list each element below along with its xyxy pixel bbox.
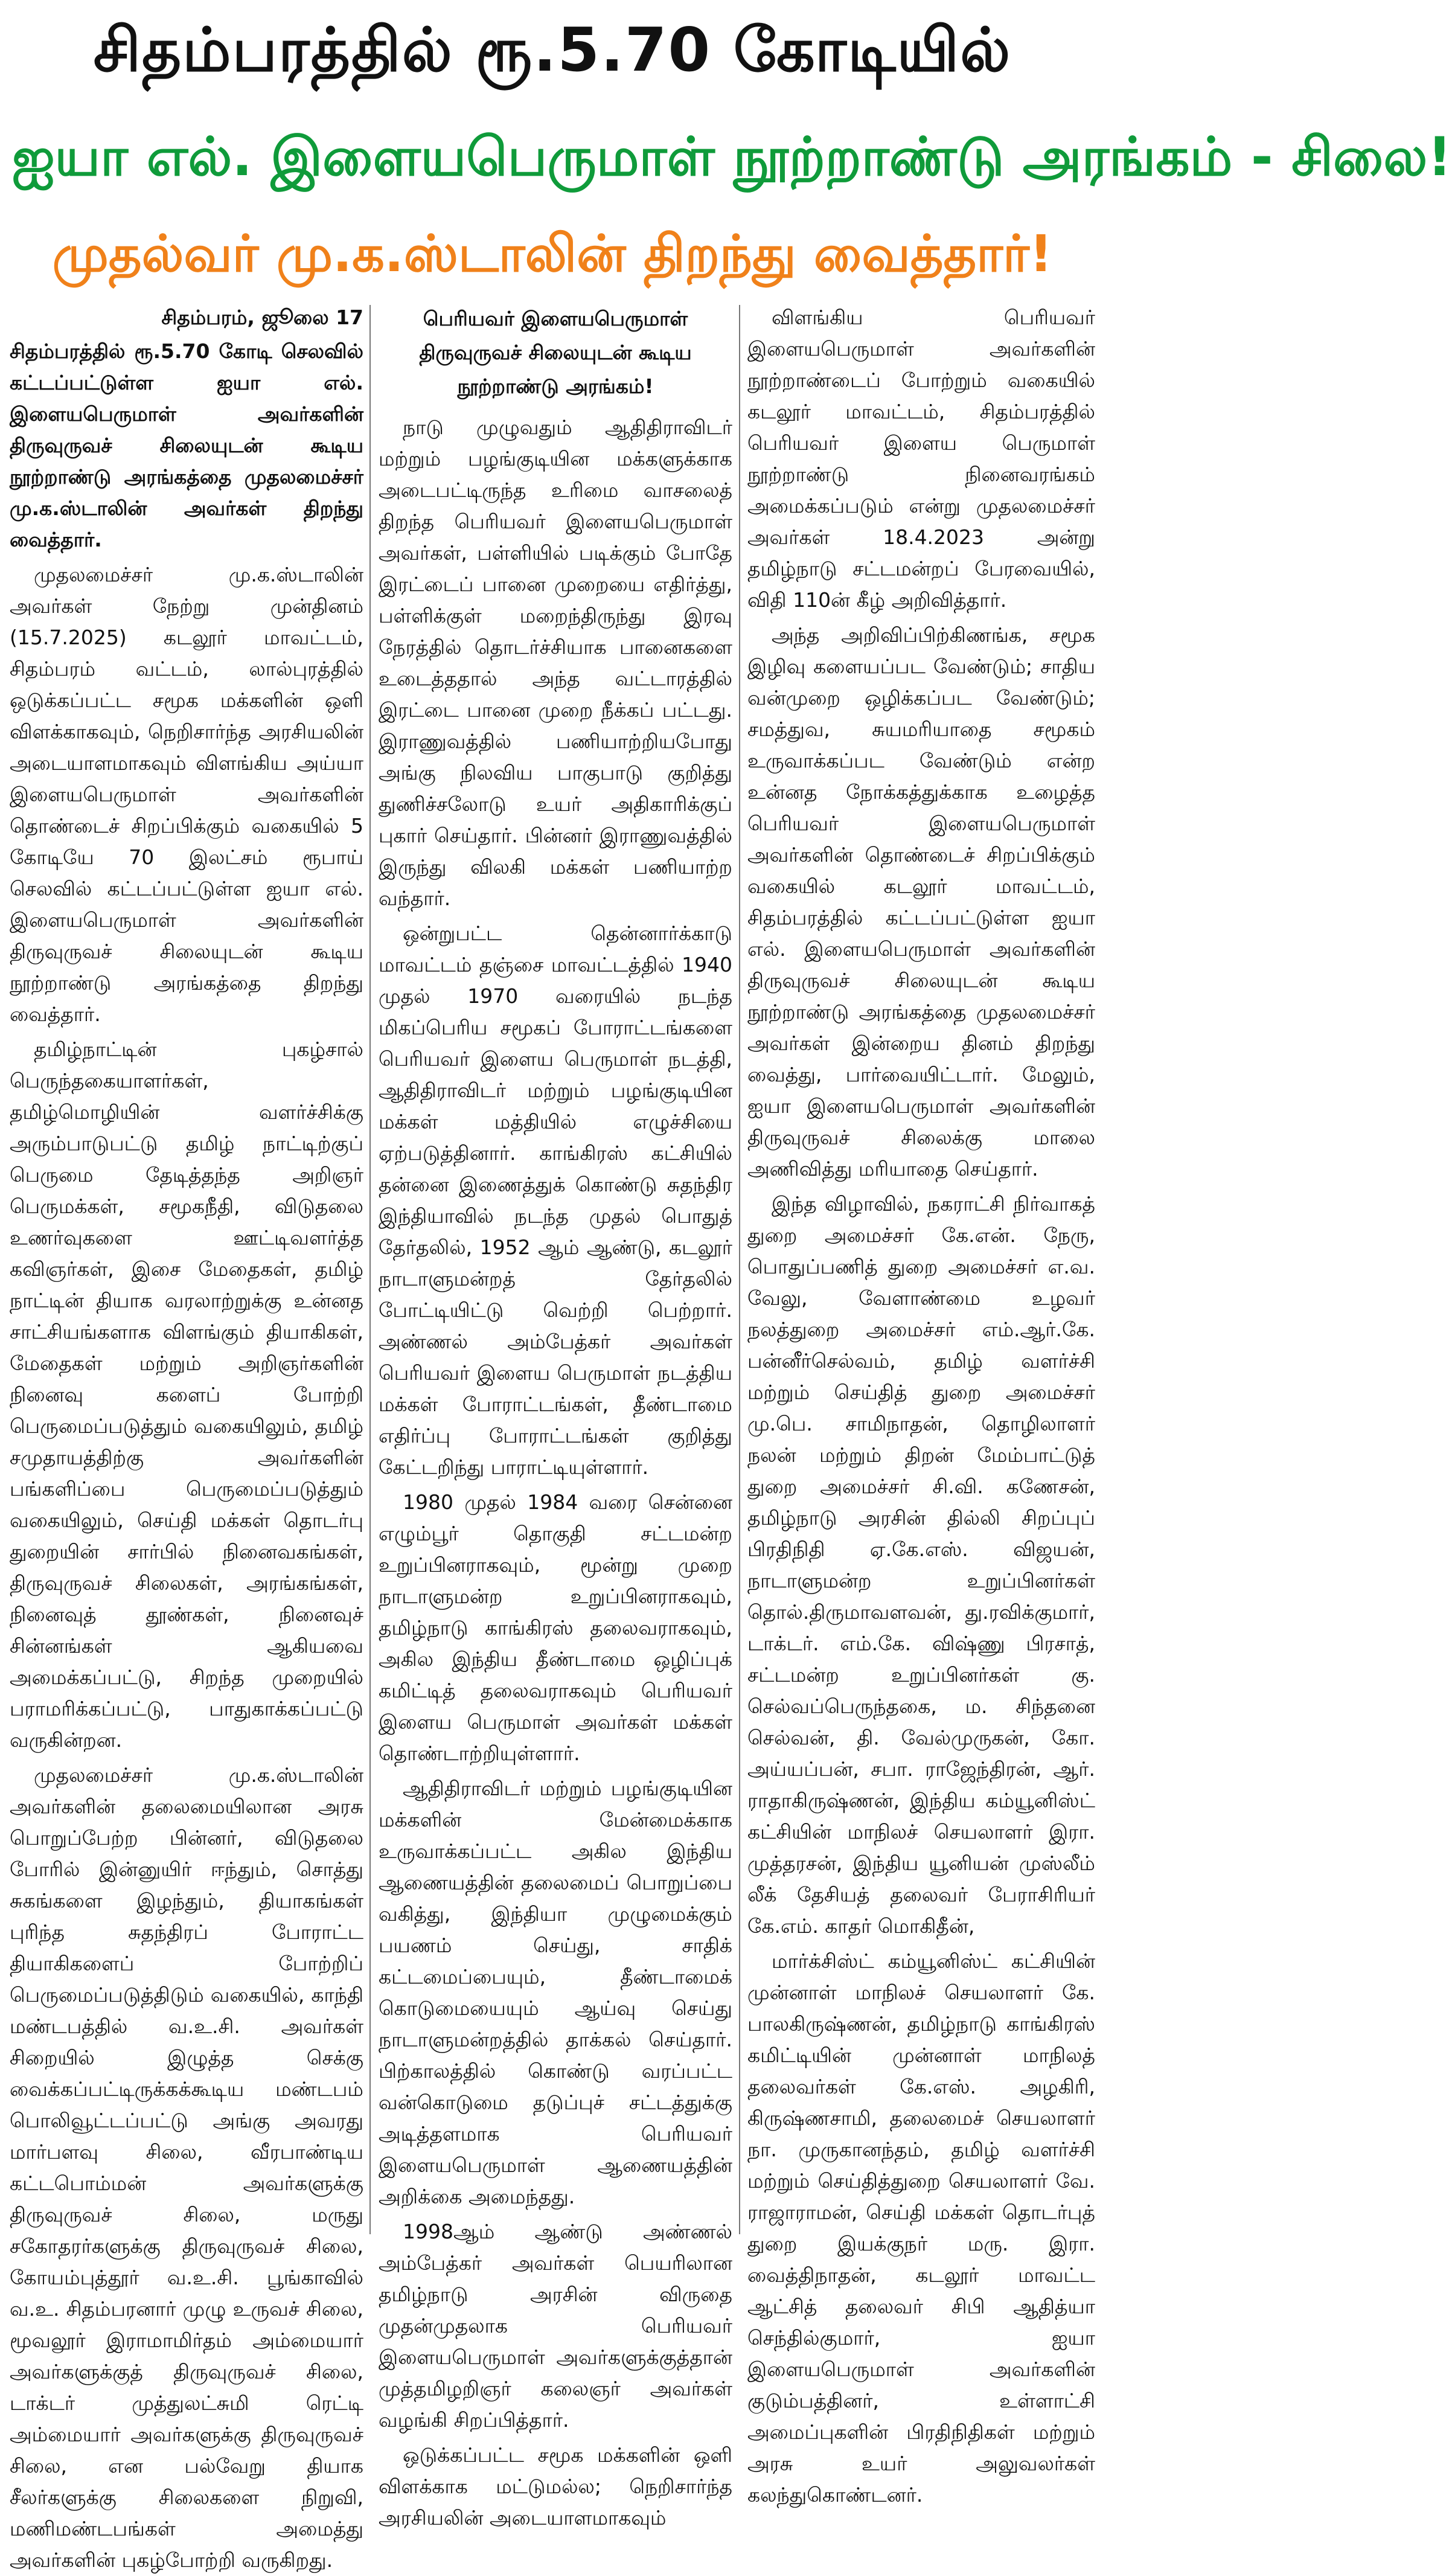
body-paragraph: விளங்கிய பெரியவர் இளையபெருமாள் அவர்களின் நூற்றாண்டைப் போற்றும் வகையில் கடலூர் மாவட்டம், சிதம்பரத்தில் பெரியவர் இளைய பெருமாள் நூற்றாண்டு நினைவரங்கம் அமைக்கப்படும் என்று முதலமைச்சர் அவர்கள் 18.4.2023 அன்று தமிழ்நாடு சட்டமன்றப் பேரவையில், விதி 110ன் கீழ் அறிவித்தார். — [747, 306, 1095, 612]
body-paragraph: தமிழ்நாட்டின் புகழ்சால் பெருந்தகையாளர்கள், தமிழ்மொழியின் வளர்ச்சிக்கு அரும்பாடுபட்டு தமிழ் நாட்டிற்குப் பெருமை தேடித்தந்த அறிஞர் பெருமக்கள், சமூகநீதி, விடுதலை உணர்வுகளை ஊட்டிவளர்த்த கவிஞர்கள், இசை மேதைகள், தமிழ் நாட்டின் தியாக வரலாற்றுக்கு உன்னத சாட்சியங்களாக விளங்கும் தியாகிகள், மேதைகள் மற்றும் அறிஞர்களின் நினைவு களைப் போற்றி பெருமைப்படுத்தும் வகையிலும், தமிழ் சமுதாயத்திற்கு அவர்களின் பங்களிப்பை பெருமைப்படுத்தும் வகையிலும், செய்தி மக்கள் தொடர்பு துறையின் சார்பில் நினைவகங்கள், திருவுருவச் சிலைகள், அரங்கங்கள், நினைவுத் தூண்கள், நினைவுச் சின்னங்கள் ஆகியவை அமைக்கப்பட்டு, சிறந்த முறையில் பராமரிக்கப்பட்டு, பாதுகாக்கப்பட்டு வருகின்றன. — [10, 1037, 363, 1752]
main-headline: ஐயா எல். இளையபெருமாள் நூற்றாண்டு அரங்கம் - சிலை! — [12, 126, 1452, 188]
column-divider — [369, 305, 371, 2234]
body-paragraph: இந்த விழாவில், நகராட்சி நிர்வாகத் துறை அமைச்சர் கே.என். நேரு, பொதுப்பணித் துறை அமைச்சர் எ.வ. வேலு, வேளாண்மை உழவர் நலத்துறை அமைச்சர் எம்.ஆர்.கே. பன்னீர்செல்வம், தமிழ் வளர்ச்சி மற்றும் செய்தித் துறை அமைச்சர் மு.பெ. சாமிநாதன், தொழிலாளர் நலன் மற்றும் திறன் மேம்பாட்டுத் துறை அமைச்சர் சி.வி. கணேசன், தமிழ்நாடு அரசின் தில்லி சிறப்புப் பிரதிநிதி ஏ.கே.எஸ். விஜயன், நாடாளுமன்ற உறுப்பினர்கள் தொல்.திருமாவளவன், து.ரவிக்குமார், டாக்டர். எம்.கே. விஷ்ணு பிரசாத், சட்டமன்ற உறுப்பினர்கள் கு. செல்வப்பெருந்தகை, ம. சிந்தனை செல்வன், தி. வேல்முருகன், கோ. அய்யப்பன், சபா. ராஜேந்திரன், ஆர். ராதாகிருஷ்ணன், இந்திய கம்யூனிஸ்ட் கட்சியின் மாநிலச் செயலாளர் இரா. முத்தரசன், இந்திய யூனியன் முஸ்லீம் லீக் தேசியத் தலைவர் பேராசிரியர் கே.எம். காதர் மொகிதீன், — [747, 1192, 1095, 1938]
body-paragraph: ஆதிதிராவிடர் மற்றும் பழங்குடியின மக்களின் மேன்மைக்காக உருவாக்கப்பட்ட அகில இந்திய ஆணையத்தின் தலைமைப் பொறுப்பை வகித்து, இந்தியா முழுமைக்கும் பயணம் செய்து, சாதிக் கட்டமைப்பையும், தீண்டாமைக் கொடுமையையும் ஆய்வு செய்து நாடாளுமன்றத்தில் தாக்கல் செய்தார். பிற்காலத்தில் கொண்டு வரப்பட்ட வன்கொடுமை தடுப்புச் சட்டத்துக்கு அடித்தளமாக பெரியவர் இளையபெருமாள் ஆணையத்தின் அறிக்கை அமைந்தது. — [379, 1777, 732, 2208]
sub-headline: முதல்வர் மு.க.ஸ்டாலின் திறந்து வைத்தார்! — [52, 224, 1053, 283]
dateline: சிதம்பரம், ஜூலை 17 — [161, 306, 363, 329]
body-paragraph: ஒன்றுபட்ட தென்னார்க்காடு மாவட்டம் தஞ்சை மாவட்டத்தில் 1940 முதல் 1970 வரையில் நடந்த மிகப்பெரிய சமூகப் போராட்டங்களை பெரியவர் இளைய பெருமாள் நடத்தி, ஆதிதிராவிடர் மற்றும் பழங்குடியின மக்கள் மத்தியில் எழுச்சியை ஏற்படுத்தினார். காங்கிரஸ் கட்சியில் தன்னை இணைத்துக் கொண்டு சுதந்திர இந்தியாவில் நடந்த முதல் பொதுத் தேர்தலில், 1952 ஆம் ஆண்டு, கடலூர் நாடாளுமன்றத் தேர்தலில் போட்டியிட்டு வெற்றி பெற்றார். அண்ணல் அம்பேத்கர் அவர்கள் பெரியவர் இளைய பெருமாள் நடத்திய மக்கள் போராட்டங்கள், தீண்டாமை எதிர்ப்பு போராட்டங்கள் குறித்து கேட்டறிந்து பாராட்டியுள்ளார். — [379, 921, 732, 1479]
body-paragraph: முதலமைச்சர் மு.க.ஸ்டாலின் அவர்கள் நேற்று முன்தினம் (15.7.2025) கடலூர் மாவட்டம், சிதம்பரம் வட்டம், லால்புரத்தில் ஒடுக்கப்பட்ட சமூக மக்களின் ஒளி விளக்காகவும், நெறிசார்ந்த அரசியலின் அடையாளமாகவும் விளங்கிய அய்யா இளையபெருமாள் அவர்களின் தொண்டைச் சிறப்பிக்கும் வகையில் 5 கோடியே 70 இலட்சம் ரூபாய் செலவில் கட்டப்பட்டுள்ள ஐயா எல். இளையபெருமாள் அவர்களின் திருவுருவச் சிலையுடன் கூடிய நூற்றாண்டு அரங்கத்தை திறந்து வைத்தார். — [10, 563, 363, 1026]
article-column-2 — [379, 302, 732, 2530]
article-column-1 — [10, 302, 363, 2572]
column-divider — [739, 305, 740, 2234]
body-paragraph: ஒடுக்கப்பட்ட சமூக மக்களின் ஒளி விளக்காக மட்டுமல்ல; நெறிசார்ந்த அரசியலின் அடையாளமாகவும் — [379, 2443, 732, 2530]
section-heading: பெரியவர் இளையபெருமாள் திருவுருவச் சிலையுடன் கூடிய நூற்றாண்டு அரங்கம்! — [419, 307, 692, 398]
body-paragraph: முதலமைச்சர் மு.க.ஸ்டாலின் அவர்களின் தலைமையிலான அரசு பொறுப்பேற்ற பின்னர், விடுதலை போரில் இன்னுயிர் ஈந்தும், சொத்து சுகங்களை இழந்தும், தியாகங்கள் புரிந்த சுதந்திரப் போராட்ட தியாகிகளைப் போற்றிப் பெருமைப்படுத்திடும் வகையில், காந்தி மண்டபத்தில் வ.உ.சி. அவர்கள் சிறையில் இழுத்த செக்கு வைக்கப்பட்டிருக்கக்கூடிய மண்டபம் பொலிவூட்டப்பட்டு அங்கு அவரது மார்பளவு சிலை, வீரபாண்டிய கட்டபொம்மன் அவர்களுக்கு திருவுருவச் சிலை, மருது சகோதரர்களுக்கு திருவுருவச் சிலை, கோயம்புத்தூர் வ.உ.சி. பூங்காவில் வ.உ. சிதம்பரனார் முழு உருவச் சிலை, மூவலூர் இராமாமிர்தம் அம்மையார் அவர்களுக்குத் திருவுருவச் சிலை, டாக்டர் முத்துலட்சுமி ரெட்டி அம்மையார் அவர்களுக்கு திருவுருவச் சிலை, என பல்வேறு தியாக சீலர்களுக்கு சிலைகளை நிறுவி, மணிமண்டபங்கள் அமைத்து அவர்களின் புகழ்போற்றி வருகிறது. — [10, 1763, 363, 2572]
body-paragraph: நாடு முழுவதும் ஆதிதிராவிடர் மற்றும் பழங்குடியின மக்களுக்காக அடைபட்டிருந்த உரிமை வாசலைத் திறந்த பெரியவர் இளையபெருமாள் அவர்கள், பள்ளியில் படிக்கும் போதே இரட்டைப் பானை முறையை எதிர்த்து, பள்ளிக்குள் மறைந்திருந்து இரவு நேரத்தில் தொடர்ச்சியாக பானைகளை உடைத்ததால் அந்த வட்டாரத்தில் இரட்டை பானை முறை நீக்கப் பட்டது. இராணுவத்தில் பணியாற்றியபோது அங்கு நிலவிய பாகுபாடு குறித்து துணிச்சலோடு உயர் அதிகாரிக்குப் புகார் செய்தார். பின்னர் இராணுவத்தில் இருந்து விலகி மக்கள் பணியாற்ற வந்தார். — [379, 415, 732, 910]
body-paragraph: மார்க்சிஸ்ட் கம்யூனிஸ்ட் கட்சியின் முன்னாள் மாநிலச் செயலாளர் கே. பாலகிருஷ்ணன், தமிழ்நாடு காங்கிரஸ் கமிட்டியின் முன்னாள் மாநிலத் தலைவர்கள் கே.எஸ். அழகிரி, கிருஷ்ணசாமி, தலைமைச் செயலாளர் நா. முருகானந்தம், தமிழ் வளர்ச்சி மற்றும் செய்தித்துறை செயலாளர் வே. ராஜாராமன், செய்தி மக்கள் தொடர்புத் துறை இயக்குநர் மரு. இரா. வைத்திநாதன், கடலூர் மாவட்ட ஆட்சித் தலைவர் சிபி ஆதித்யா செந்தில்குமார், ஐயா இளையபெருமாள் அவர்களின் குடும்பத்தினர், உள்ளாட்சி அமைப்புகளின் பிரதிநிதிகள் மற்றும் அரசு உயர் அலுவலர்கள் கலந்துகொண்டனர். — [747, 1949, 1095, 2507]
article-column-3 — [747, 302, 1095, 2507]
body-paragraph: 1998ஆம் ஆண்டு அண்ணல் அம்பேத்கர் அவர்கள் பெயரிலான தமிழ்நாடு அரசின் விருதை முதன்முதலாக பெரியவர் இளையபெருமாள் அவர்களுக்குத்தான் முத்தமிழறிஞர் கலைஞர் அவர்கள் வழங்கி சிறப்பித்தார். — [379, 2220, 732, 2432]
kicker-heading: சிதம்பரத்தில் ரூ.5.70 கோடியில் — [93, 14, 1012, 85]
body-paragraph: 1980 முதல் 1984 வரை சென்னை எழும்பூர் தொகுதி சட்டமன்ற உறுப்பினராகவும், மூன்று முறை நாடாளுமன்ற உறுப்பினராகவும், தமிழ்நாடு காங்கிரஸ் தலைவராகவும், அகில இந்திய தீண்டாமை ஒழிப்புக் கமிட்டித் தலைவராகவும் பெரியவர் இளைய பெருமாள் அவர்கள் மக்கள் தொண்டாற்றியுள்ளார். — [379, 1490, 732, 1765]
lead-paragraph: சிதம்பரத்தில் ரூ.5.70 கோடி செலவில் கட்டப்பட்டுள்ள ஐயா எல். இளையபெருமாள் அவர்களின் திருவுருவச் சிலையுடன் கூடிய நூற்றாண்டு அரங்கத்தை முதலமைச்சர் மு.க.ஸ்டாலின் அவர்கள் திறந்து வைத்தார். — [10, 339, 363, 551]
body-paragraph: அந்த அறிவிப்பிற்கிணங்க, சமூக இழிவு களையப்பட வேண்டும்; சாதிய வன்முறை ஒழிக்கப்பட வேண்டும்; சமத்துவ, சுயமரியாதை சமூகம் உருவாக்கப்பட வேண்டும் என்ற உன்னத நோக்கத்துக்காக உழைத்த பெரியவர் இளையபெருமாள் அவர்களின் தொண்டைச் சிறப்பிக்கும் வகையில் கடலூர் மாவட்டம், சிதம்பரத்தில் கட்டப்பட்டுள்ள ஐயா எல். இளையபெருமாள் அவர்களின் திருவுருவச் சிலையுடன் கூடிய நூற்றாண்டு அரங்கத்தை முதலமைச்சர் அவர்கள் இன்றைய தினம் திறந்து வைத்து, பார்வையிட்டார். மேலும், ஐயா இளையபெருமாள் அவர்களின் திருவுருவச் சிலைக்கு மாலை அணிவித்து மரியாதை செய்தார். — [747, 623, 1095, 1181]
